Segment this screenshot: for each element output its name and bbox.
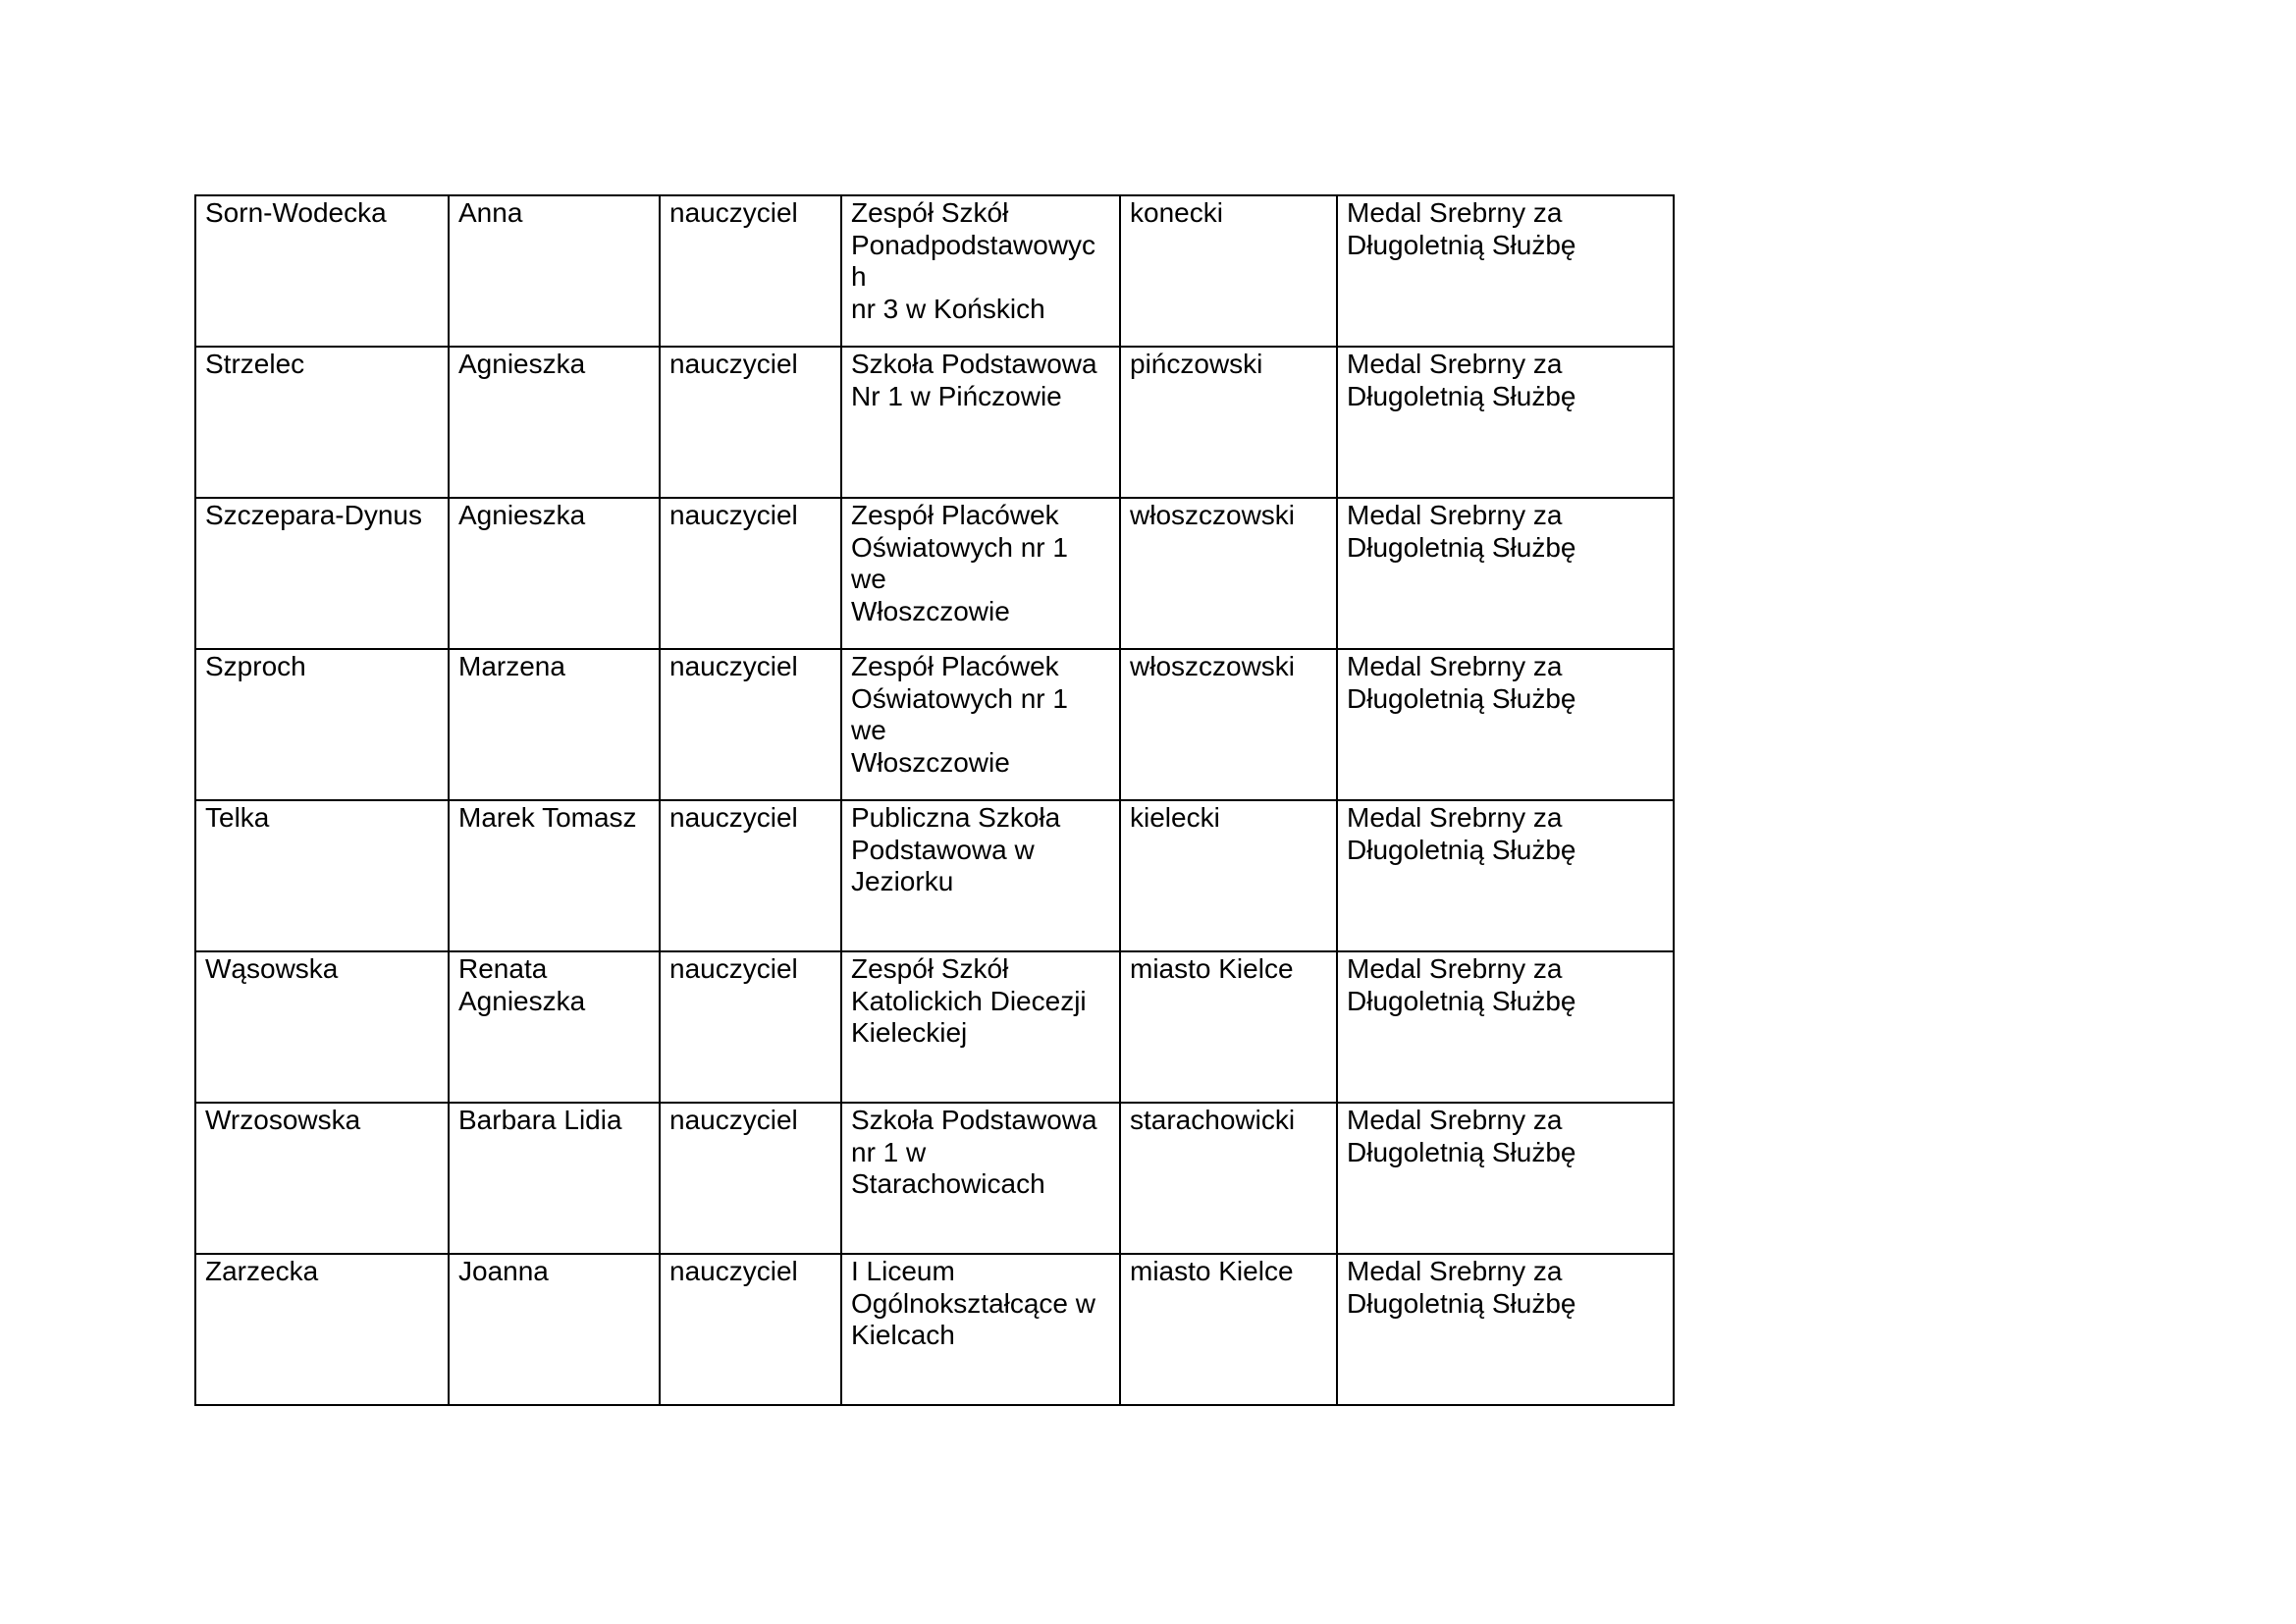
award-line: Długoletnią Służbę [1347,531,1576,563]
surname: Wąsowska [205,953,339,984]
first-name: Barbara Lidia [458,1105,622,1135]
first-name-line: Agnieszka [458,985,586,1016]
table-row [195,951,1674,1103]
school-line: I Liceum [851,1256,955,1286]
district-cell [1120,1103,1337,1254]
school-line: Nr 1 w Pińczowie [851,380,1062,411]
surname-cell [195,347,449,498]
school-line: Szkoła Podstawowa [851,349,1097,379]
first-name: Joanna [458,1256,549,1286]
award-line: Medal Srebrny za [1347,349,1563,379]
district-cell [1120,951,1337,1103]
surname: Telka [205,802,270,833]
position-cell [660,1254,841,1405]
first-name-cell [449,951,660,1103]
surname-cell [195,649,449,800]
school-cell [841,800,1120,951]
position: nauczyciel [669,651,798,681]
district-cell [1120,1254,1337,1405]
school-cell [841,347,1120,498]
award-cell [1337,800,1674,951]
surname: Szczepara-Dynus [205,500,422,530]
position: nauczyciel [669,349,798,379]
school-line: Zespół Placówek [851,651,1059,681]
table-row [195,1103,1674,1254]
award-line: Medal Srebrny za [1347,953,1563,984]
award-cell [1337,951,1674,1103]
school-line: Jeziorku [851,866,954,896]
surname-cell [195,800,449,951]
first-name-cell [449,347,660,498]
first-name: Agnieszka [458,500,586,530]
first-name-cell [449,1254,660,1405]
first-name-cell [449,800,660,951]
school-line: Zespół Szkół [851,953,1009,984]
surname-cell [195,951,449,1103]
school-cell [841,1103,1120,1254]
award-line: Medal Srebrny za [1347,1256,1563,1286]
school-line: Starachowicach [851,1168,1045,1199]
surname: Strzelec [205,349,305,379]
award-cell [1337,347,1674,498]
first-name: Anna [458,197,523,228]
district-cell [1120,498,1337,649]
position: nauczyciel [669,1105,798,1135]
school-line: Oświatowych nr 1 we [851,531,1068,594]
district-cell [1120,800,1337,951]
district: włoszczowski [1130,500,1296,530]
first-name-cell [449,498,660,649]
surname: Wrzosowska [205,1105,361,1135]
award-cell [1337,649,1674,800]
school-line: Kielcach [851,1320,955,1350]
school-line: Włoszczowie [851,595,1010,626]
school-line: Ponadpodstawowych [851,229,1096,292]
district: konecki [1130,197,1223,228]
school-line: Podstawowa w [851,834,1035,865]
table-row [195,347,1674,498]
position: nauczyciel [669,500,798,530]
award-line: Medal Srebrny za [1347,651,1563,681]
district: miasto Kielce [1130,1256,1294,1286]
school-cell [841,649,1120,800]
table-row [195,1254,1674,1405]
school-line: Włoszczowie [851,746,1010,778]
award-cell [1337,1103,1674,1254]
surname: Sorn-Wodecka [205,197,387,228]
school-line: Zespół Szkół [851,197,1009,228]
award-line: Długoletnią Służbę [1347,834,1576,865]
position: nauczyciel [669,802,798,833]
school-line: Oświatowych nr 1 we [851,682,1068,745]
award-line: Długoletnią Służbę [1347,1287,1576,1319]
surname: Zarzecka [205,1256,319,1286]
award-cell [1337,1254,1674,1405]
first-name: Agnieszka [458,349,586,379]
district: pińczowski [1130,349,1263,379]
table-row [195,498,1674,649]
first-name: Marek Tomasz [458,802,637,833]
position-cell [660,347,841,498]
table-row [195,195,1674,347]
table-row [195,800,1674,951]
surname: Szproch [205,651,306,681]
award-line: Medal Srebrny za [1347,500,1563,530]
district: starachowicki [1130,1105,1296,1135]
award-cell [1337,498,1674,649]
position-cell [660,1103,841,1254]
district: kielecki [1130,802,1220,833]
award-line: Długoletnią Służbę [1347,380,1576,411]
school-cell [841,951,1120,1103]
first-name-cell [449,195,660,347]
award-line: Długoletnią Służbę [1347,229,1576,260]
award-line: Długoletnią Służbę [1347,985,1576,1016]
position-cell [660,800,841,951]
award-line: Medal Srebrny za [1347,197,1563,228]
district-cell [1120,649,1337,800]
school-line: nr 1 w [851,1136,927,1167]
position: nauczyciel [669,1256,798,1286]
position: nauczyciel [669,953,798,984]
position-cell [660,951,841,1103]
first-name: Marzena [458,651,565,681]
first-name-line: Renata [458,953,548,984]
surname-cell [195,498,449,649]
school-line: Szkoła Podstawowa [851,1105,1097,1135]
district: miasto Kielce [1130,953,1294,984]
awards-table [194,194,1675,1406]
school-line: nr 3 w Końskich [851,293,1045,324]
surname-cell [195,195,449,347]
school-line: Katolickich Diecezji [851,985,1087,1016]
school-line: Ogólnokształcące w [851,1287,1096,1319]
school-cell [841,1254,1120,1405]
district: włoszczowski [1130,651,1296,681]
award-line: Medal Srebrny za [1347,802,1563,833]
position-cell [660,498,841,649]
surname-cell [195,1103,449,1254]
position: nauczyciel [669,197,798,228]
surname-cell [195,1254,449,1405]
position-cell [660,649,841,800]
school-line: Zespół Placówek [851,500,1059,530]
position-cell [660,195,841,347]
table-row [195,649,1674,800]
school-cell [841,498,1120,649]
first-name-cell [449,649,660,800]
award-line: Medal Srebrny za [1347,1105,1563,1135]
district-cell [1120,195,1337,347]
district-cell [1120,347,1337,498]
school-line: Kieleckiej [851,1017,968,1048]
first-name-cell [449,1103,660,1254]
school-line: Publiczna Szkoła [851,802,1061,833]
school-cell [841,195,1120,347]
award-cell [1337,195,1674,347]
award-line: Długoletnią Służbę [1347,1136,1576,1167]
award-line: Długoletnią Służbę [1347,682,1576,714]
